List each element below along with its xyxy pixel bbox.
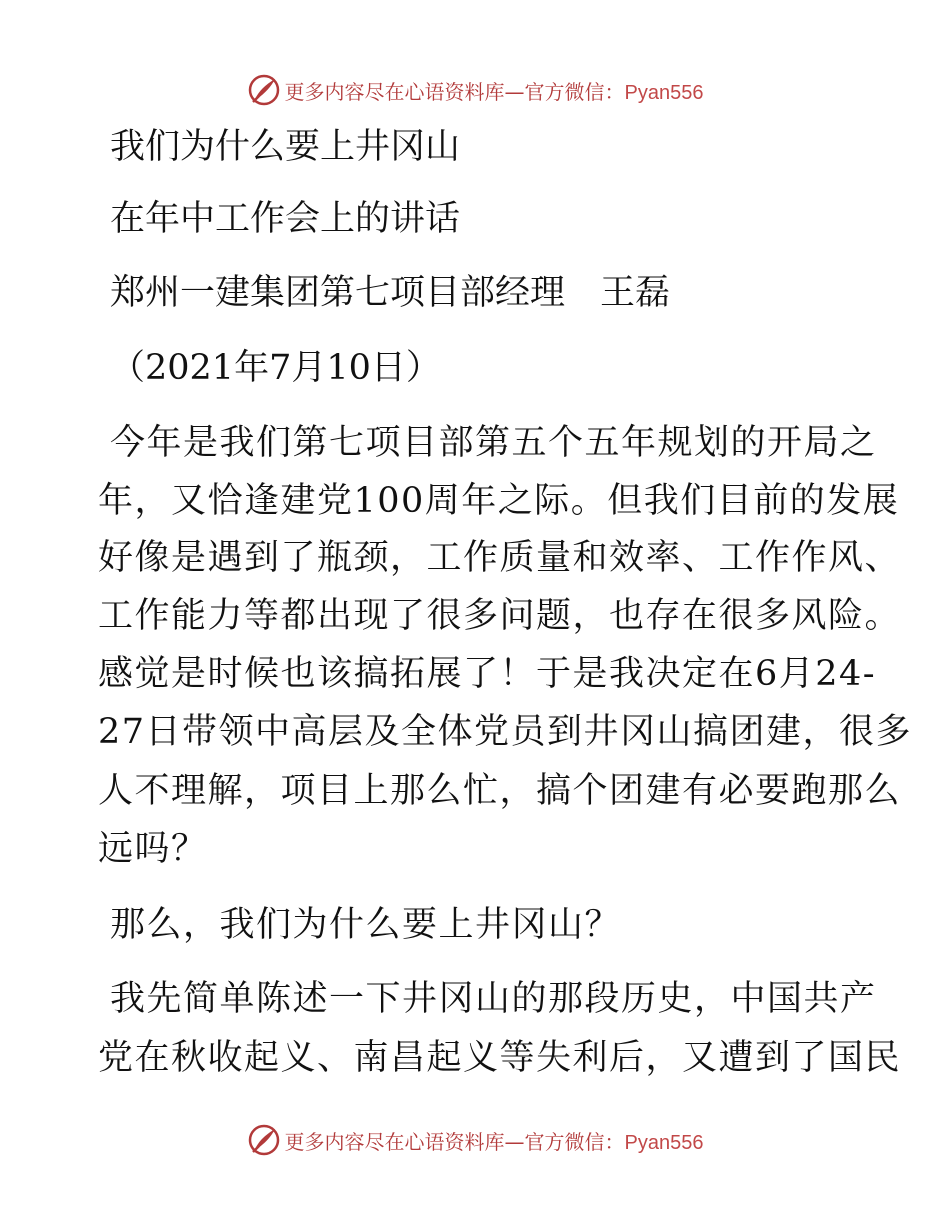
paragraph1-line: 远吗？ xyxy=(98,829,208,869)
document-author: 郑州一建集团第七项目部经理 王磊 xyxy=(110,273,671,313)
watermark-main: 更多内容尽在心语资料库 xyxy=(284,79,505,104)
document-date: （2021年7月10日） xyxy=(110,348,441,388)
watermark-handle: Pyan556 xyxy=(624,1131,704,1154)
watermark-label: 官方微信： xyxy=(524,79,625,104)
quill-logo-icon xyxy=(247,73,281,107)
paragraph1-line: 年，又恰逢建党100周年之际。但我们目前的发展 xyxy=(98,481,900,521)
document-title: 我们为什么要上井冈山 xyxy=(110,127,461,167)
watermark-label: 官方微信： xyxy=(524,1129,625,1154)
question-line: 那么，我们为什么要上井冈山？ xyxy=(110,905,622,945)
quill-logo-icon xyxy=(247,1123,281,1157)
watermark-separator: — xyxy=(504,1129,525,1154)
document-subtitle: 在年中工作会上的讲话 xyxy=(110,199,461,239)
paragraph2-line: 我先简单陈述一下井冈山的那段历史，中国共产 xyxy=(110,979,877,1019)
paragraph1-line: 感觉是时候也该搞拓展了！于是我决定在6月24- xyxy=(98,654,877,694)
watermark-handle: Pyan556 xyxy=(624,81,704,104)
watermark-text xyxy=(285,76,704,105)
paragraph1-line: 今年是我们第七项目部第五个五年规划的开局之 xyxy=(110,423,877,463)
watermark-footer xyxy=(0,1120,950,1160)
paragraph1-line: 工作能力等都出现了很多问题，也存在很多风险。 xyxy=(98,596,902,636)
paragraph1-line: 好像是遇到了瓶颈，工作质量和效率、工作作风、 xyxy=(98,538,902,578)
watermark-text xyxy=(285,1126,704,1155)
paragraph1-line: 人不理解，项目上那么忙，搞个团建有必要跑那么 xyxy=(98,771,902,811)
paragraph1-line: 27日带领中高层及全体党员到井冈山搞团建，很多 xyxy=(98,712,913,752)
watermark-header xyxy=(0,70,950,110)
paragraph2-line: 党在秋收起义、南昌起义等失利后，又遭到了国民 xyxy=(98,1038,902,1078)
watermark-main: 更多内容尽在心语资料库 xyxy=(284,1129,505,1154)
watermark-separator: — xyxy=(504,79,525,104)
